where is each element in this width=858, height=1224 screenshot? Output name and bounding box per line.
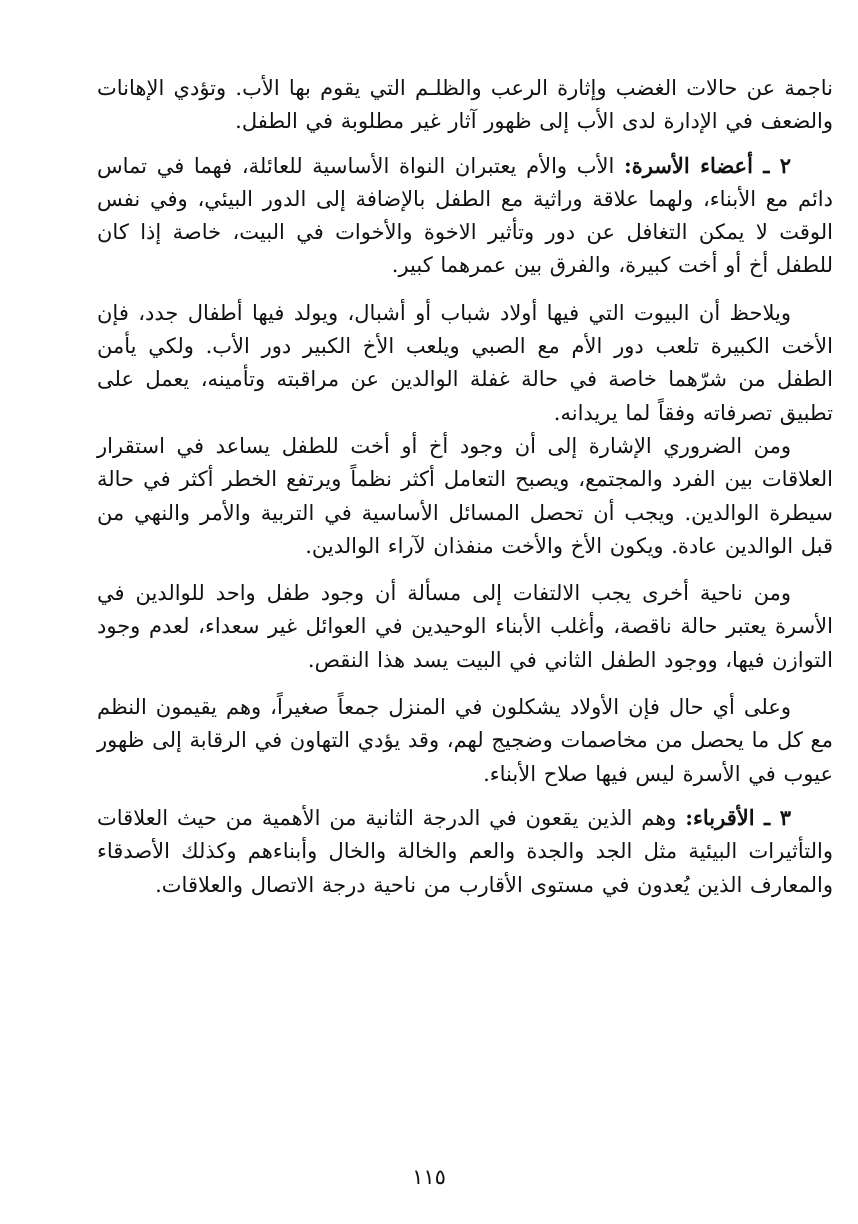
paragraph-text: ومن ناحية أخرى يجب الالتفات إلى مسألة أن وجود طفل واحد للوالدين في الأسرة يعتبر حالة ناقصة، وأغلب الأبناء الوحيدين في العوائل غير سعداء، لعدم وجود التوازن فيها، ووجود الطفل الثاني في البيت يسد هذا النقص.	[97, 581, 833, 672]
paragraph-text: ويلاحظ أن البيوت التي فيها أولاد شباب أو أشبال، ويولد فيها أطفال جدد، فإن الأخت الكبيرة تلعب دور الأم مع الصبي ويلعب الأخ الكبير دور الأب. ولكي يأمن الطفل من شرّهما خاصة في حالة غفلة الوالدين عن مراقبته وتأمينه، يعمل على تطبيق تصرفاته وفقاً لما يريدانه.	[97, 300, 833, 425]
paragraph-only-child	[97, 577, 833, 677]
paragraph-continuation	[97, 72, 833, 139]
paragraph-sibling-importance	[97, 430, 833, 563]
section-heading-relatives: ٣ ـ الأقرباء:	[685, 804, 791, 830]
paragraph-text: وهم الذين يقعون في الدرجة الثانية من الأهمية من حيث العلاقات والتأثيرات البيئية مثل الجد والجدة والعم والخالة والخال وأبناءهم وكذلك الأصدقاء والمعارف الذين يُعدون في مستوى الأقارب من ناحية درجة الاتصال والعلاقات.	[97, 805, 833, 897]
paragraph-text: وعلى أي حال فإن الأولاد يشكلون في المنزل جمعاً صغيراً، وهم يقيمون النظم مع كل ما يحصل من مخاصمات وضجيج لهم، وقد يؤدي التهاون في الرقابة إلى ظهور عيوب في الأسرة ليس فيها صلاح الأبناء.	[97, 695, 833, 786]
paragraph-relatives	[97, 801, 833, 902]
paragraph-text: الأب والأم يعتبران النواة الأساسية للعائلة، فهما في تماس دائم مع الأبناء، ولهما علاقة وراثية مع الطفل بالإضافة إلى الدور البيئي، وفي نفس الوقت لا يمكن التغافل عن دور وتأثير الاخوة والأخوات في البيت، خاصة إذا كان للطفل أخ أو أخت كبيرة، والفرق بين عمرهما كبير.	[97, 153, 833, 278]
paragraph-children-group	[97, 691, 833, 791]
paragraph-text: ناجمة عن حالات الغضب وإثارة الرعب والظلـم التي يقوم بها الأب. وتؤدي الإهانات والضعف في الإدارة لدى الأب إلى ظهور آثار غير مطلوبة في الطفل.	[97, 76, 833, 134]
document-page	[97, 72, 833, 902]
paragraph-older-siblings	[97, 297, 833, 430]
page-number: ١١٥	[412, 1165, 446, 1189]
paragraph-text: ومن الضروري الإشارة إلى أن وجود أخ أو أخت للطفل يساعد في استقرار العلاقات بين الفرد والمجتمع، ويصبح التعامل أكثر نظماً ويرتفع الخطر أكثر في حالة سيطرة الوالدين. ويجب أن تحصل المسائل الأساسية في التربية والأمر والنهي من قبل الوالدين عادة. ويكون الأخ والأخت منفذان لآراء الوالدين.	[97, 433, 833, 558]
paragraph-family-members	[97, 149, 833, 283]
section-heading-family-members: ٢ ـ أعضاء الأسرة:	[624, 152, 791, 178]
